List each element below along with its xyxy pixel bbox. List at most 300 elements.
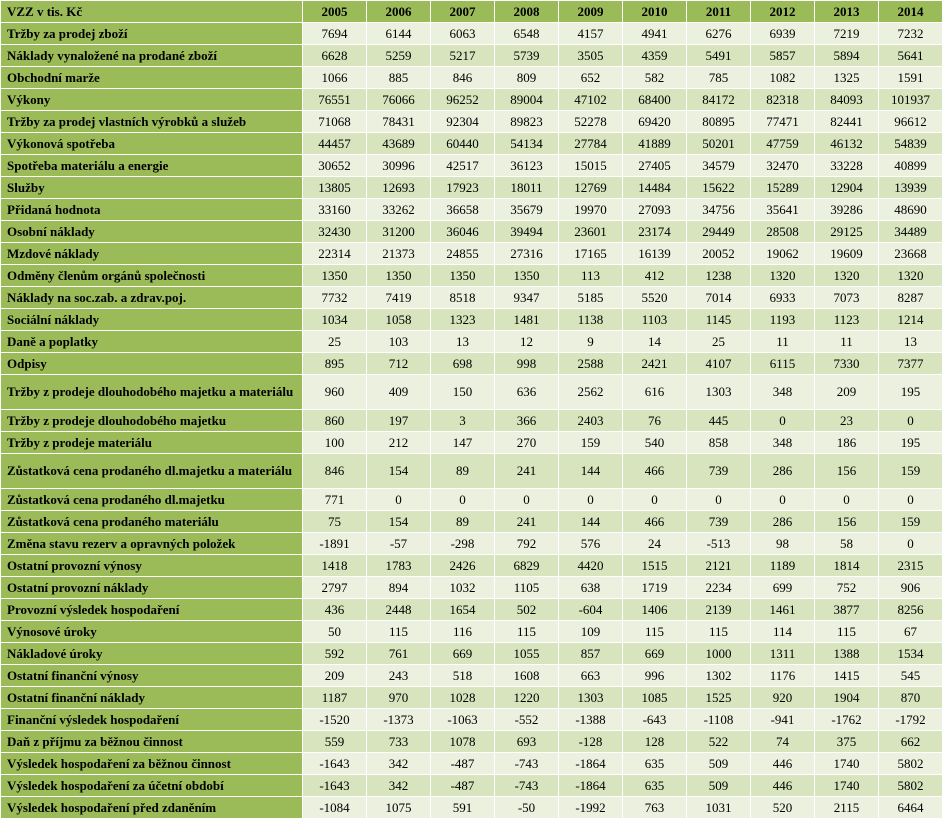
table-cell: 11: [815, 331, 879, 353]
row-label: Změna stavu rezerv a opravných položek: [1, 533, 303, 555]
row-label: Nákladové úroky: [1, 643, 303, 665]
table-cell: 41889: [623, 133, 687, 155]
table-cell: 241: [495, 454, 559, 489]
table-cell: 638: [559, 577, 623, 599]
table-cell: 34579: [687, 155, 751, 177]
table-cell: -1864: [559, 775, 623, 797]
row-label: Tržby za prodej zboží: [1, 23, 303, 45]
row-label: Náklady vynaložené na prodané zboží: [1, 45, 303, 67]
table-cell: 77471: [751, 111, 815, 133]
table-cell: 54839: [879, 133, 943, 155]
table-cell: 31200: [367, 221, 431, 243]
table-cell: 970: [367, 687, 431, 709]
table-cell: 12904: [815, 177, 879, 199]
table-cell: 1481: [495, 309, 559, 331]
table-cell: 50: [303, 621, 367, 643]
row-label: Ostatní finanční výnosy: [1, 665, 303, 687]
table-cell: 0: [815, 489, 879, 511]
table-cell: 6276: [687, 23, 751, 45]
row-label: Provozní výsledek hospodaření: [1, 599, 303, 621]
table-cell: 712: [367, 353, 431, 375]
table-cell: 540: [623, 432, 687, 454]
table-cell: 6628: [303, 45, 367, 67]
table-cell: 89: [431, 454, 495, 489]
table-cell: 76551: [303, 89, 367, 111]
table-cell: 7732: [303, 287, 367, 309]
table-cell: 116: [431, 621, 495, 643]
table-row: [1, 243, 943, 265]
table-cell: 25: [303, 331, 367, 353]
table-cell: 4107: [687, 353, 751, 375]
table-cell: 28508: [751, 221, 815, 243]
table-cell: 5894: [815, 45, 879, 67]
table-cell: -50: [495, 797, 559, 819]
table-cell: 5491: [687, 45, 751, 67]
table-row: [1, 454, 943, 489]
table-cell: 1350: [303, 265, 367, 287]
table-cell: 1031: [687, 797, 751, 819]
table-cell: 763: [623, 797, 687, 819]
table-cell: 15015: [559, 155, 623, 177]
table-cell: -1762: [815, 709, 879, 731]
table-cell: 409: [367, 375, 431, 410]
table-cell: 0: [879, 410, 943, 432]
table-cell: 154: [367, 511, 431, 533]
table-cell: 1783: [367, 555, 431, 577]
table-cell: 466: [623, 511, 687, 533]
table-cell: 846: [303, 454, 367, 489]
table-cell: 5857: [751, 45, 815, 67]
table-cell: 348: [751, 432, 815, 454]
table-cell: 1320: [815, 265, 879, 287]
table-cell: -643: [623, 709, 687, 731]
table-cell: 1138: [559, 309, 623, 331]
table-cell: 1058: [367, 309, 431, 331]
table-cell: 1082: [751, 67, 815, 89]
table-cell: 652: [559, 67, 623, 89]
table-cell: 36123: [495, 155, 559, 177]
table-cell: 1238: [687, 265, 751, 287]
table-cell: 663: [559, 665, 623, 687]
table-cell: 3505: [559, 45, 623, 67]
row-label: Sociální náklady: [1, 309, 303, 331]
table-cell: 1176: [751, 665, 815, 687]
table-cell: 18011: [495, 177, 559, 199]
table-cell: 342: [367, 753, 431, 775]
table-cell: 509: [687, 753, 751, 775]
table-cell: -552: [495, 709, 559, 731]
table-cell: 47102: [559, 89, 623, 111]
table-cell: 5641: [879, 45, 943, 67]
table-cell: 39494: [495, 221, 559, 243]
table-cell: 48690: [879, 199, 943, 221]
table-cell: 22314: [303, 243, 367, 265]
table-cell: 739: [687, 511, 751, 533]
table-body: [1, 23, 943, 819]
table-cell: 582: [623, 67, 687, 89]
table-row: [1, 133, 943, 155]
table-cell: 243: [367, 665, 431, 687]
table-cell: -487: [431, 753, 495, 775]
table-row: [1, 432, 943, 454]
table-cell: 24: [623, 533, 687, 555]
table-row: [1, 577, 943, 599]
table-cell: 109: [559, 621, 623, 643]
table-cell: 270: [495, 432, 559, 454]
table-cell: 39286: [815, 199, 879, 221]
table-cell: -1643: [303, 753, 367, 775]
row-label: Tržby z prodeje dlouhodobého majetku a materiálu: [1, 375, 303, 410]
table-cell: 662: [879, 731, 943, 753]
table-cell: 1350: [495, 265, 559, 287]
table-cell: 591: [431, 797, 495, 819]
year-header: 2010: [623, 1, 687, 23]
table-cell: 13: [879, 331, 943, 353]
table-cell: 894: [367, 577, 431, 599]
table-cell: 46132: [815, 133, 879, 155]
table-cell: 669: [623, 643, 687, 665]
table-cell: 6939: [751, 23, 815, 45]
table-cell: -1108: [687, 709, 751, 731]
row-label: Mzdové náklady: [1, 243, 303, 265]
table-cell: 5802: [879, 753, 943, 775]
table-row: [1, 489, 943, 511]
table-cell: 159: [879, 454, 943, 489]
row-label: Zůstatková cena prodaného dl.majetku: [1, 489, 303, 511]
table-cell: 12693: [367, 177, 431, 199]
table-cell: 20052: [687, 243, 751, 265]
table-cell: 35641: [751, 199, 815, 221]
table-cell: 1350: [367, 265, 431, 287]
table-row: [1, 665, 943, 687]
table-row: [1, 265, 943, 287]
row-label: Výsledek hospodaření před zdaněním: [1, 797, 303, 819]
table-cell: 6115: [751, 353, 815, 375]
table-cell: 761: [367, 643, 431, 665]
table-cell: 870: [879, 687, 943, 709]
table-cell: 2426: [431, 555, 495, 577]
table-cell: 27093: [623, 199, 687, 221]
table-cell: 60440: [431, 133, 495, 155]
table-cell: 509: [687, 775, 751, 797]
table-cell: 6464: [879, 797, 943, 819]
table-cell: 0: [879, 533, 943, 555]
header-row: [1, 1, 943, 23]
year-header: 2007: [431, 1, 495, 23]
table-cell: -57: [367, 533, 431, 555]
table-cell: 1103: [623, 309, 687, 331]
table-cell: 636: [495, 375, 559, 410]
table-cell: 1320: [751, 265, 815, 287]
table-cell: 1325: [815, 67, 879, 89]
table-cell: 7694: [303, 23, 367, 45]
row-label: Tržby z prodeje materiálu: [1, 432, 303, 454]
table-cell: 115: [367, 621, 431, 643]
table-cell: 1740: [815, 775, 879, 797]
table-cell: 2234: [687, 577, 751, 599]
table-cell: 1214: [879, 309, 943, 331]
table-cell: -1992: [559, 797, 623, 819]
table-cell: 33262: [367, 199, 431, 221]
table-cell: 858: [687, 432, 751, 454]
table-cell: -1792: [879, 709, 943, 731]
table-cell: 13805: [303, 177, 367, 199]
table-cell: 1085: [623, 687, 687, 709]
table-row: [1, 555, 943, 577]
table-cell: 375: [815, 731, 879, 753]
table-cell: -1373: [367, 709, 431, 731]
table-cell: 12: [495, 331, 559, 353]
table-cell: 32470: [751, 155, 815, 177]
table-cell: 40899: [879, 155, 943, 177]
table-cell: 89: [431, 511, 495, 533]
table-cell: 23: [815, 410, 879, 432]
table-cell: 635: [623, 775, 687, 797]
table-cell: 699: [751, 577, 815, 599]
table-cell: 74: [751, 731, 815, 753]
table-row: [1, 199, 943, 221]
table-cell: 446: [751, 753, 815, 775]
table-row: [1, 375, 943, 410]
table-cell: 156: [815, 454, 879, 489]
table-cell: 209: [303, 665, 367, 687]
table-cell: 1591: [879, 67, 943, 89]
table-cell: 150: [431, 375, 495, 410]
table-cell: 0: [559, 489, 623, 511]
table-cell: 7377: [879, 353, 943, 375]
table-cell: 5185: [559, 287, 623, 309]
table-cell: 2797: [303, 577, 367, 599]
year-header: 2008: [495, 1, 559, 23]
row-label: Výkony: [1, 89, 303, 111]
table-cell: -1864: [559, 753, 623, 775]
table-cell: 669: [431, 643, 495, 665]
table-cell: -941: [751, 709, 815, 731]
table-cell: 0: [751, 410, 815, 432]
table-cell: 635: [623, 753, 687, 775]
table-cell: 522: [687, 731, 751, 753]
table-cell: 25: [687, 331, 751, 353]
table-cell: 50201: [687, 133, 751, 155]
table-cell: 115: [687, 621, 751, 643]
table-cell: -1063: [431, 709, 495, 731]
table-cell: 6063: [431, 23, 495, 45]
row-label: Zůstatková cena prodaného materiálu: [1, 511, 303, 533]
table-row: [1, 797, 943, 819]
table-cell: 80895: [687, 111, 751, 133]
table-cell: 98: [751, 533, 815, 555]
table-cell: 771: [303, 489, 367, 511]
table-cell: 1220: [495, 687, 559, 709]
table-cell: 1000: [687, 643, 751, 665]
table-cell: 52278: [559, 111, 623, 133]
table-cell: 82441: [815, 111, 879, 133]
table-cell: 1740: [815, 753, 879, 775]
row-label: Odpisy: [1, 353, 303, 375]
table-cell: 5259: [367, 45, 431, 67]
table-cell: 6933: [751, 287, 815, 309]
table-row: [1, 410, 943, 432]
row-label: Výsledek hospodaření za účetní období: [1, 775, 303, 797]
table-cell: 96612: [879, 111, 943, 133]
table-cell: 76: [623, 410, 687, 432]
table-cell: 30652: [303, 155, 367, 177]
table-cell: 436: [303, 599, 367, 621]
row-label: Výsledek hospodaření za běžnou činnost: [1, 753, 303, 775]
table-cell: 1608: [495, 665, 559, 687]
table-row: [1, 111, 943, 133]
row-label: Daně a poplatky: [1, 331, 303, 353]
table-cell: 4157: [559, 23, 623, 45]
row-label: Tržby z prodeje dlouhodobého majetku: [1, 410, 303, 432]
table-row: [1, 533, 943, 555]
table-cell: -128: [559, 731, 623, 753]
table-cell: 1145: [687, 309, 751, 331]
table-cell: 92304: [431, 111, 495, 133]
year-header: 2005: [303, 1, 367, 23]
table-cell: 23174: [623, 221, 687, 243]
table-cell: 857: [559, 643, 623, 665]
table-cell: 89823: [495, 111, 559, 133]
table-cell: 5739: [495, 45, 559, 67]
table-cell: 2421: [623, 353, 687, 375]
table-cell: 7232: [879, 23, 943, 45]
table-cell: 19970: [559, 199, 623, 221]
table-row: [1, 89, 943, 111]
row-label: Ostatní provozní náklady: [1, 577, 303, 599]
row-label: Náklady na soc.zab. a zdrav.poj.: [1, 287, 303, 309]
table-row: [1, 309, 943, 331]
table-cell: 4359: [623, 45, 687, 67]
table-cell: 19062: [751, 243, 815, 265]
table-cell: 1418: [303, 555, 367, 577]
table-cell: 1311: [751, 643, 815, 665]
table-cell: 545: [879, 665, 943, 687]
table-cell: 212: [367, 432, 431, 454]
table-cell: 67: [879, 621, 943, 643]
row-label: Osobní náklady: [1, 221, 303, 243]
table-cell: -1084: [303, 797, 367, 819]
table-cell: 1515: [623, 555, 687, 577]
table-cell: 100: [303, 432, 367, 454]
table-cell: 7219: [815, 23, 879, 45]
table-cell: 84172: [687, 89, 751, 111]
table-cell: 115: [495, 621, 559, 643]
table-cell: 15622: [687, 177, 751, 199]
table-cell: 3: [431, 410, 495, 432]
year-header: 2009: [559, 1, 623, 23]
table-cell: 0: [751, 489, 815, 511]
table-cell: 17923: [431, 177, 495, 199]
table-row: [1, 511, 943, 533]
table-cell: 1525: [687, 687, 751, 709]
table-cell: 2121: [687, 555, 751, 577]
table-cell: 5802: [879, 775, 943, 797]
table-cell: 69420: [623, 111, 687, 133]
table-cell: 8518: [431, 287, 495, 309]
table-cell: 34756: [687, 199, 751, 221]
table-cell: 1323: [431, 309, 495, 331]
table-row: [1, 775, 943, 797]
table-cell: 733: [367, 731, 431, 753]
table-cell: 1123: [815, 309, 879, 331]
table-cell: 12769: [559, 177, 623, 199]
table-cell: 885: [367, 67, 431, 89]
table-cell: 906: [879, 577, 943, 599]
table-cell: 592: [303, 643, 367, 665]
table-cell: 0: [879, 489, 943, 511]
table-cell: 960: [303, 375, 367, 410]
table-cell: 1078: [431, 731, 495, 753]
row-label: Služby: [1, 177, 303, 199]
row-label: Odměny členům orgánů společnosti: [1, 265, 303, 287]
table-cell: 154: [367, 454, 431, 489]
table-cell: -513: [687, 533, 751, 555]
table-cell: 7330: [815, 353, 879, 375]
table-cell: 693: [495, 731, 559, 753]
table-cell: 76066: [367, 89, 431, 111]
table-cell: 1814: [815, 555, 879, 577]
table-row: [1, 709, 943, 731]
table-cell: 15289: [751, 177, 815, 199]
table-cell: 1105: [495, 577, 559, 599]
table-row: [1, 753, 943, 775]
table-cell: 23601: [559, 221, 623, 243]
table-cell: 1303: [559, 687, 623, 709]
row-label: Obchodní marže: [1, 67, 303, 89]
table-cell: -1891: [303, 533, 367, 555]
table-cell: 0: [431, 489, 495, 511]
table-cell: 1350: [431, 265, 495, 287]
table-cell: 68400: [623, 89, 687, 111]
table-cell: 616: [623, 375, 687, 410]
table-cell: 71068: [303, 111, 367, 133]
table-cell: 1461: [751, 599, 815, 621]
table-cell: 96252: [431, 89, 495, 111]
table-cell: 42517: [431, 155, 495, 177]
table-cell: 35679: [495, 199, 559, 221]
table-cell: 16139: [623, 243, 687, 265]
table-cell: 9: [559, 331, 623, 353]
table-cell: 1904: [815, 687, 879, 709]
table-cell: 5520: [623, 287, 687, 309]
table-cell: 1719: [623, 577, 687, 599]
table-cell: 752: [815, 577, 879, 599]
table-cell: 30996: [367, 155, 431, 177]
table-cell: 466: [623, 454, 687, 489]
table-cell: 809: [495, 67, 559, 89]
year-header: 2011: [687, 1, 751, 23]
table-cell: 101937: [879, 89, 943, 111]
table-cell: 44457: [303, 133, 367, 155]
table-cell: 6548: [495, 23, 559, 45]
table-cell: 159: [879, 511, 943, 533]
year-header: 2006: [367, 1, 431, 23]
table-row: [1, 287, 943, 309]
table-cell: 1034: [303, 309, 367, 331]
table-cell: 82318: [751, 89, 815, 111]
table-cell: 33228: [815, 155, 879, 177]
table-cell: 75: [303, 511, 367, 533]
table-cell: 34489: [879, 221, 943, 243]
table-cell: 241: [495, 511, 559, 533]
table-cell: 159: [559, 432, 623, 454]
table-cell: 5217: [431, 45, 495, 67]
row-label: Zůstatková cena prodaného dl.majetku a materiálu: [1, 454, 303, 489]
table-row: [1, 687, 943, 709]
table-row: [1, 23, 943, 45]
table-cell: 7073: [815, 287, 879, 309]
